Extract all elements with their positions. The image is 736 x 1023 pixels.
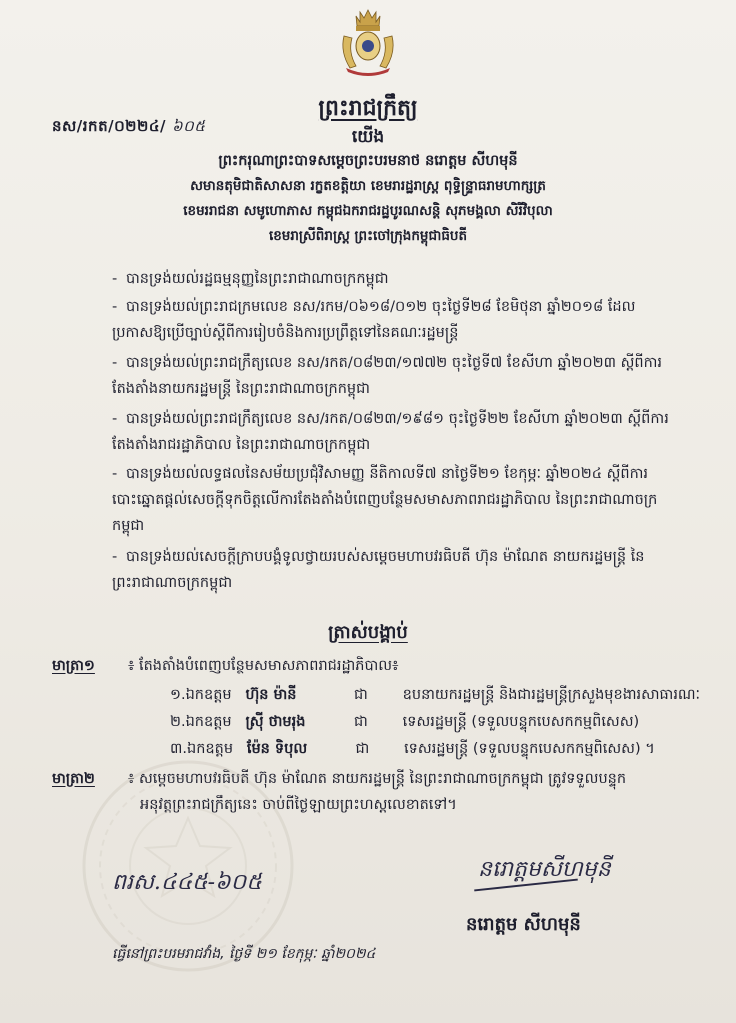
recital-clause: - បានទ្រង់យល់សេចក្តីក្រាបបង្គំទូលថ្វាយរបស់សម្តេចមហាបវរធិបតី ហ៊ុន ម៉ាណែត នាយករដ្ឋមន្ត្រី នៃព្រះរាជាណាចក្រកម្ពុជា: [112, 549, 645, 591]
member-row: [170, 713, 639, 734]
member-as: ជា: [354, 687, 368, 703]
recital-text: បានទ្រង់យល់សេចក្តីក្រាបបង្គំទូលថ្វាយរបស់សម្តេចមហាបវរធិបតី ហ៊ុន ម៉ាណែត នាយករដ្ឋមន្ត្រី នៃព្រះរាជាណាចក្រកម្ពុជា: [112, 549, 645, 591]
recital-text: បានទ្រង់យល់ព្រះរាជក្រឹត្យលេខ នស/រកត/០៨២៣/១៩៨១ ចុះថ្ងៃទី២២ ខែសីហា ឆ្នាំ២០២៣ ស្តីពីការតែងតាំងរាជរដ្ឋាភិបាល នៃព្រះរាជាណាចក្រកម្ពុជា: [112, 411, 669, 453]
recital-text: បានទ្រង់យល់ព្រះរាជក្រឹត្យលេខ នស/រកត/០៨២៣/១៧៧២ ចុះថ្ងៃទី៧ ខែសីហា ឆ្នាំ២០២៣ ស្តីពីការតែងតាំងនាយករដ្ឋមន្ត្រី នៃព្រះរាជាណាចក្រកម្ពុជា: [112, 355, 662, 397]
king-title-line-2: សមានតុមិជាតិសាសនា រក្ខតខត្តិយា ខេមរារដ្ឋរាស្ត្រ ពុទ្ធិន្ទ្រាធរាមហាក្សត្រ: [190, 178, 546, 194]
member-as: ជា: [355, 741, 370, 757]
article-2-line-2: អនុវត្តព្រះរាជក្រឹត្យនេះ ចាប់ពីថ្ងៃឡាយព្រះហស្តលេខាតទៅ។: [140, 797, 457, 813]
reference-handwritten: ៦០៥: [172, 117, 206, 135]
recital-clause: - បានទ្រង់យល់ព្រះរាជក្រមលេខ នស/រកម/០៦១៨/០១២ ចុះថ្ងៃទី២៨ ខែមិថុនា ឆ្នាំ២០១៨ ដែលប្រកាសឱ្យប្រើច្បាប់ស្តីពីការរៀបចំនិងការប្រព្រឹត្តទៅនៃគណៈរដ្ឋមន្ត្រី: [112, 299, 636, 341]
member-role: ទេសរដ្ឋមន្ត្រី (ទទួលបន្ទុកបេសកកម្មពិសេស) ។: [404, 741, 655, 757]
document-title: ព្រះរាជក្រឹត្យ: [318, 96, 418, 121]
recital-text: បានទ្រង់យល់ព្រះរាជក្រមលេខ នស/រកម/០៦១៨/០១២ ចុះថ្ងៃទី២៨ ខែមិថុនា ឆ្នាំ២០១៨ ដែលប្រកាសឱ្យប្រើច្បាប់ស្តីពីការរៀបចំនិងការប្រព្រឹត្តទៅនៃគណៈរដ្ឋមន្ត្រី: [112, 299, 636, 341]
recital-text: បានទ្រង់យល់លទ្ធផលនៃសម័យប្រជុំវិសាមញ្ញ នីតិកាលទី៧ នាថ្ងៃទី២១ ខែកុម្ភៈ ឆ្នាំ២០២៤ ស្តីពីការបោះឆ្នោតផ្តល់សេចក្តីទុកចិត្តលើការតែងតាំងបំពេញបន្ថែមសមាសភាពរាជរដ្ឋាភិបាល នៃព្រះរាជាណាចក្រកម្ពុជា: [112, 466, 658, 534]
member-index: ២.ឯកឧត្តម: [170, 714, 232, 730]
place-and-date: ធ្វើនៅព្រះបរមរាជវាំង, ថ្ងៃទី ២១ ខែកុម្ភៈ ឆ្នាំ២០២៤: [112, 946, 376, 962]
member-role: ឧបនាយករដ្ឋមន្ត្រី និងជារដ្ឋមន្ត្រីក្រសួងមុខងារសាធារណៈ: [402, 687, 701, 703]
decree-heading: ត្រាស់បង្គាប់: [328, 622, 408, 643]
member-name: ហ៊ុន ម៉ានី: [245, 687, 297, 703]
member-name: ស្រ៊ី ថាមរុង: [245, 714, 306, 730]
member-row: [170, 686, 700, 707]
recital-clause: - បានទ្រង់យល់រដ្ឋធម្មនុញ្ញនៃព្រះរាជាណាចក្រកម្ពុជា: [112, 271, 389, 287]
recital-text: បានទ្រង់យល់រដ្ឋធម្មនុញ្ញនៃព្រះរាជាណាចក្រកម្ពុជា: [126, 271, 389, 287]
member-index: ៣.ឯកឧត្តម: [170, 741, 234, 757]
embossed-seal-icon: [72, 756, 304, 976]
recital-clause: - បានទ្រង់យល់ព្រះរាជក្រឹត្យលេខ នស/រកត/០៨២៣/១៩៨១ ចុះថ្ងៃទី២២ ខែសីហា ឆ្នាំ២០២៣ ស្តីពីការតែងតាំងរាជរដ្ឋាភិបាល នៃព្រះរាជាណាចក្រកម្ពុជា: [112, 411, 669, 453]
member-role: ទេសរដ្ឋមន្ត្រី (ទទួលបន្ទុកបេសកកម្មពិសេស): [402, 714, 640, 730]
handwritten-registration: ពរស.៤៤៥-៦០៥: [112, 870, 262, 895]
king-title-line-4: ខេមរាស្រីពិរាស្ត្រ ព្រះចៅក្រុងកម្ពុជាធិបតី: [268, 228, 468, 244]
reference-prefix: នស/រកត/០២២៤/: [52, 117, 166, 135]
article-1-text: ៖ តែងតាំងបំពេញបន្ថែមសមាសភាពរាជរដ្ឋាភិបាល៖: [128, 658, 399, 674]
article-1-label: មាត្រា១: [52, 658, 95, 674]
royal-emblem-icon: [336, 8, 400, 76]
member-as: ជា: [354, 714, 368, 730]
article-2-line-1: ៖ សម្តេចមហាបវរធិបតី ហ៊ុន ម៉ាណែត នាយករដ្ឋមន្ត្រី នៃព្រះរាជាណាចក្រកម្ពុជា ត្រូវទទួលបន្ទុក: [128, 771, 627, 787]
royal-signature: នរោត្តមសីហមុនី: [478, 857, 611, 882]
king-title-line-1: ព្រះករុណាព្រះបាទសម្តេចព្រះបរមនាថ នរោត្តម សីហមុនី: [218, 153, 518, 169]
member-index: ១.ឯកឧត្តម: [170, 687, 232, 703]
signer-name: នរោត្តម សីហមុនី: [466, 914, 581, 935]
member-name: ម៉ែន ទិបុល: [246, 741, 308, 757]
we-heading: យើង: [351, 127, 385, 147]
king-title-line-3: ខេមររាជនា សមូហោភាស កម្ពុជឯករាជរដ្ឋបូរណសន្តិ សុភមង្គលា សិរីវិបុលា: [183, 203, 553, 219]
article-2-label: មាត្រា២: [52, 771, 95, 787]
recital-clause: - បានទ្រង់យល់ព្រះរាជក្រឹត្យលេខ នស/រកត/០៨២៣/១៧៧២ ចុះថ្ងៃទី៧ ខែសីហា ឆ្នាំ២០២៣ ស្តីពីការតែងតាំងនាយករដ្ឋមន្ត្រី នៃព្រះរាជាណាចក្រកម្ពុជា: [112, 355, 662, 397]
recital-clause: - បានទ្រង់យល់លទ្ធផលនៃសម័យប្រជុំវិសាមញ្ញ នីតិកាលទី៧ នាថ្ងៃទី២១ ខែកុម្ភៈ ឆ្នាំ២០២៤ ស្តីពីការបោះឆ្នោតផ្តល់សេចក្តីទុកចិត្តលើការតែងតាំងបំពេញបន្ថែមសមាសភាពរាជរដ្ឋាភិបាល នៃព្រះរាជាណាចក្រកម្ពុជា: [112, 466, 658, 534]
